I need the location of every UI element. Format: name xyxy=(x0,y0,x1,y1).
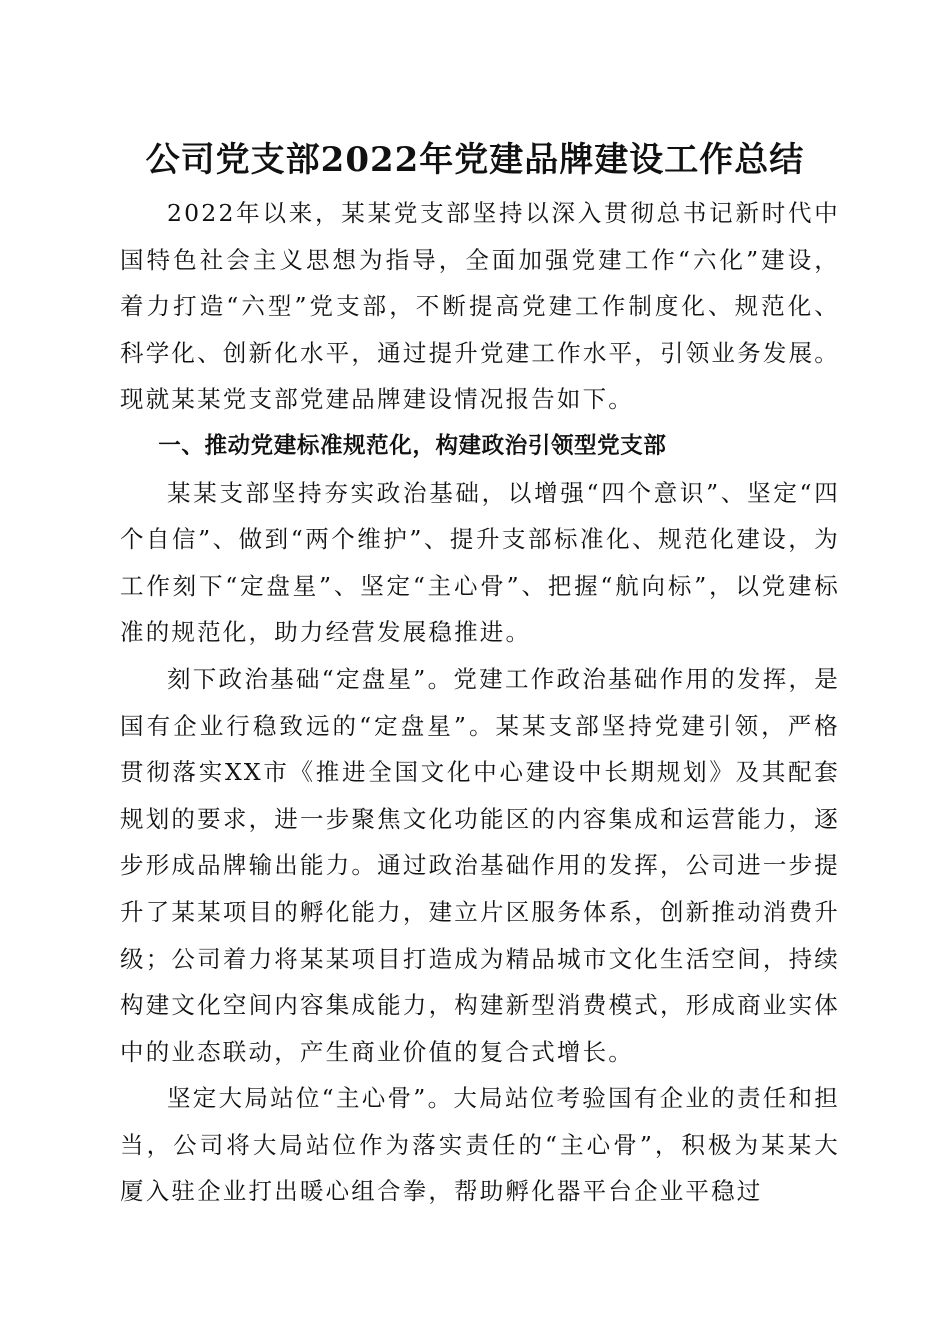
document-body xyxy=(120,190,840,1215)
section-paragraph: 坚定大局站位“主心骨”。大局站位考验国有企业的责任和担当，公司将大局站位作为落实责任的“主心骨”，积极为某某大厦入驻企业打出暖心组合拳，帮助孵化器平台企业平稳过 xyxy=(120,1084,840,1206)
document-title: 公司党支部2022年党建品牌建设工作总结 xyxy=(145,140,805,180)
section-heading: 一、推动党建标准规范化，构建政治引领型党支部 xyxy=(158,432,667,459)
section-paragraph: 某某支部坚持夯实政治基础，以增强“四个意识”、坚定“四个自信”、做到“两个维护”、提升支部标准化、规范化建设，为工作刻下“定盘星”、坚定“主心骨”、把握“航向标”，以党建标准的规范化，助力经营发展稳推进。 xyxy=(120,478,840,647)
intro-paragraph: 2022年以来，某某党支部坚持以深入贯彻总书记新时代中国特色社会主义思想为指导，全面加强党建工作“六化”建设，着力打造“六型”党支部，不断提高党建工作制度化、规范化、科学化、创新化水平，通过提升党建工作水平，引领业务发展。现就某某党支部党建品牌建设情况报告如下。 xyxy=(120,199,840,414)
section-paragraph: 刻下政治基础“定盘星”。党建工作政治基础作用的发挥，是国有企业行稳致远的“定盘星”。某某支部坚持党建引领，严格贯彻落实XX市《推进全国文化中心建设中长期规划》及其配套规划的要求，进一步聚焦文化功能区的内容集成和运营能力，逐步形成品牌输出能力。通过政治基础作用的发挥，公司进一步提升了某某项目的孵化能力，建立片区服务体系，创新推动消费升级；公司着力将某某项目打造成为精品城市文化生活空间，持续构建文化空间内容集成能力，构建新型消费模式，形成商业实体中的业态联动，产生商业价值的复合式增长。 xyxy=(120,664,840,1066)
